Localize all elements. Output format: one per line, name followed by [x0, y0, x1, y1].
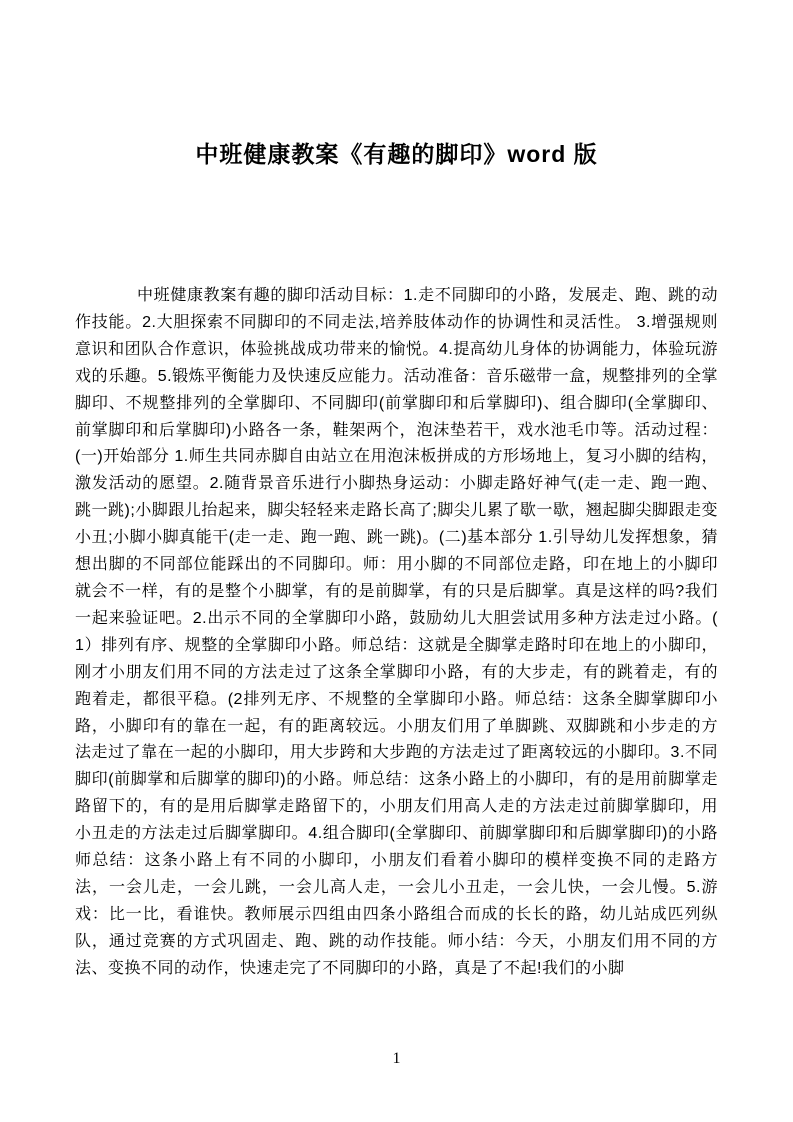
body-paragraph: 中班健康教案有趣的脚印活动目标：1.走不同脚印的小路，发展走、跑、跳的动作技能。2.大胆探索不同脚印的不同走法,培养肢体动作的协调性和灵活性。 3.增强规则意识和团队合作意识，体验挑战成功带来的愉悦。4.提高幼儿身体的协调能力，体验玩游戏的乐趣。5.锻炼平衡能力及快速反应能力。活动准备：音乐磁带一盒，规整排列的全掌脚印、不规整排列的全掌脚印、不同脚印(前掌脚印和后掌脚印)、组合脚印(全掌脚印、前掌脚印和后掌脚印)小路各一条，鞋架两个，泡沫垫若干，戏水池毛巾等。活动过程：(一)开始部分 1.师生共同赤脚自由站立在用泡沫板拼成的方形场地上，复习小脚的结构，激发活动的愿望。2.随背景音乐进行小脚热身运动：小脚走路好神气(走一走、跑一跑、跳一跳);小脚跟儿抬起来，脚尖轻轻来走路长高了;脚尖儿累了歇一歇，翘起脚尖脚跟走变小丑;小脚小脚真能干(走一走、跑一跑、跳一跳)。(二)基本部分 1.引导幼儿发挥想象，猜想出脚的不同部位能踩出的不同脚印。师：用小脚的不同部位走路，印在地上的小脚印就会不一样，有的是整个小脚掌，有的是前脚掌，有的只是后脚掌。真是这样的吗?我们一起来验证吧。2.出示不同的全掌脚印小路，鼓励幼儿大胆尝试用多种方法走过小路。( 1）排列有序、规整的全掌脚印小路。师总结：这就是全脚掌走路时印在地上的小脚印，刚才小朋友们用不同的方法走过了这条全掌脚印小路，有的大步走，有的跳着走，有的跑着走，都很平稳。(2排列无序、不规整的全掌脚印小路。师总结：这条全脚掌脚印小路，小脚印有的靠在一起，有的距离较远。小朋友们用了单脚跳、双脚跳和小步走的方法走过了靠在一起的小脚印，用大步跨和大步跑的方法走过了距离较远的小脚印。3.不同脚印(前脚掌和后脚掌的脚印)的小路。师总结：这条小路上的小脚印，有的是用前脚掌走路留下的，有的是用后脚掌走路留下的，小朋友们用高人走的方法走过前脚掌脚印，用小丑走的方法走过后脚掌脚印。4.组合脚印(全掌脚印、前脚掌脚印和后脚掌脚印)的小路师总结：这条小路上有不同的小脚印，小朋友们看着小脚印的模样变换不同的走路方法，一会儿走，一会儿跳，一会儿高人走，一会儿小丑走，一会儿快，一会儿慢。5.游戏：比一比，看谁快。教师展示四组由四条小路组合而成的长长的路，幼儿站成匹列纵队，通过竞赛的方式巩固走、跑、跳的动作技能。师小结：今天，小朋友们用不同的方法、变换不同的动作，快速走完了不同脚印的小路，真是了不起!我们的小脚: [75, 287, 718, 977]
document-title: 中班健康教案《有趣的脚印》word 版: [195, 141, 598, 167]
page-number: 1: [392, 1050, 401, 1067]
